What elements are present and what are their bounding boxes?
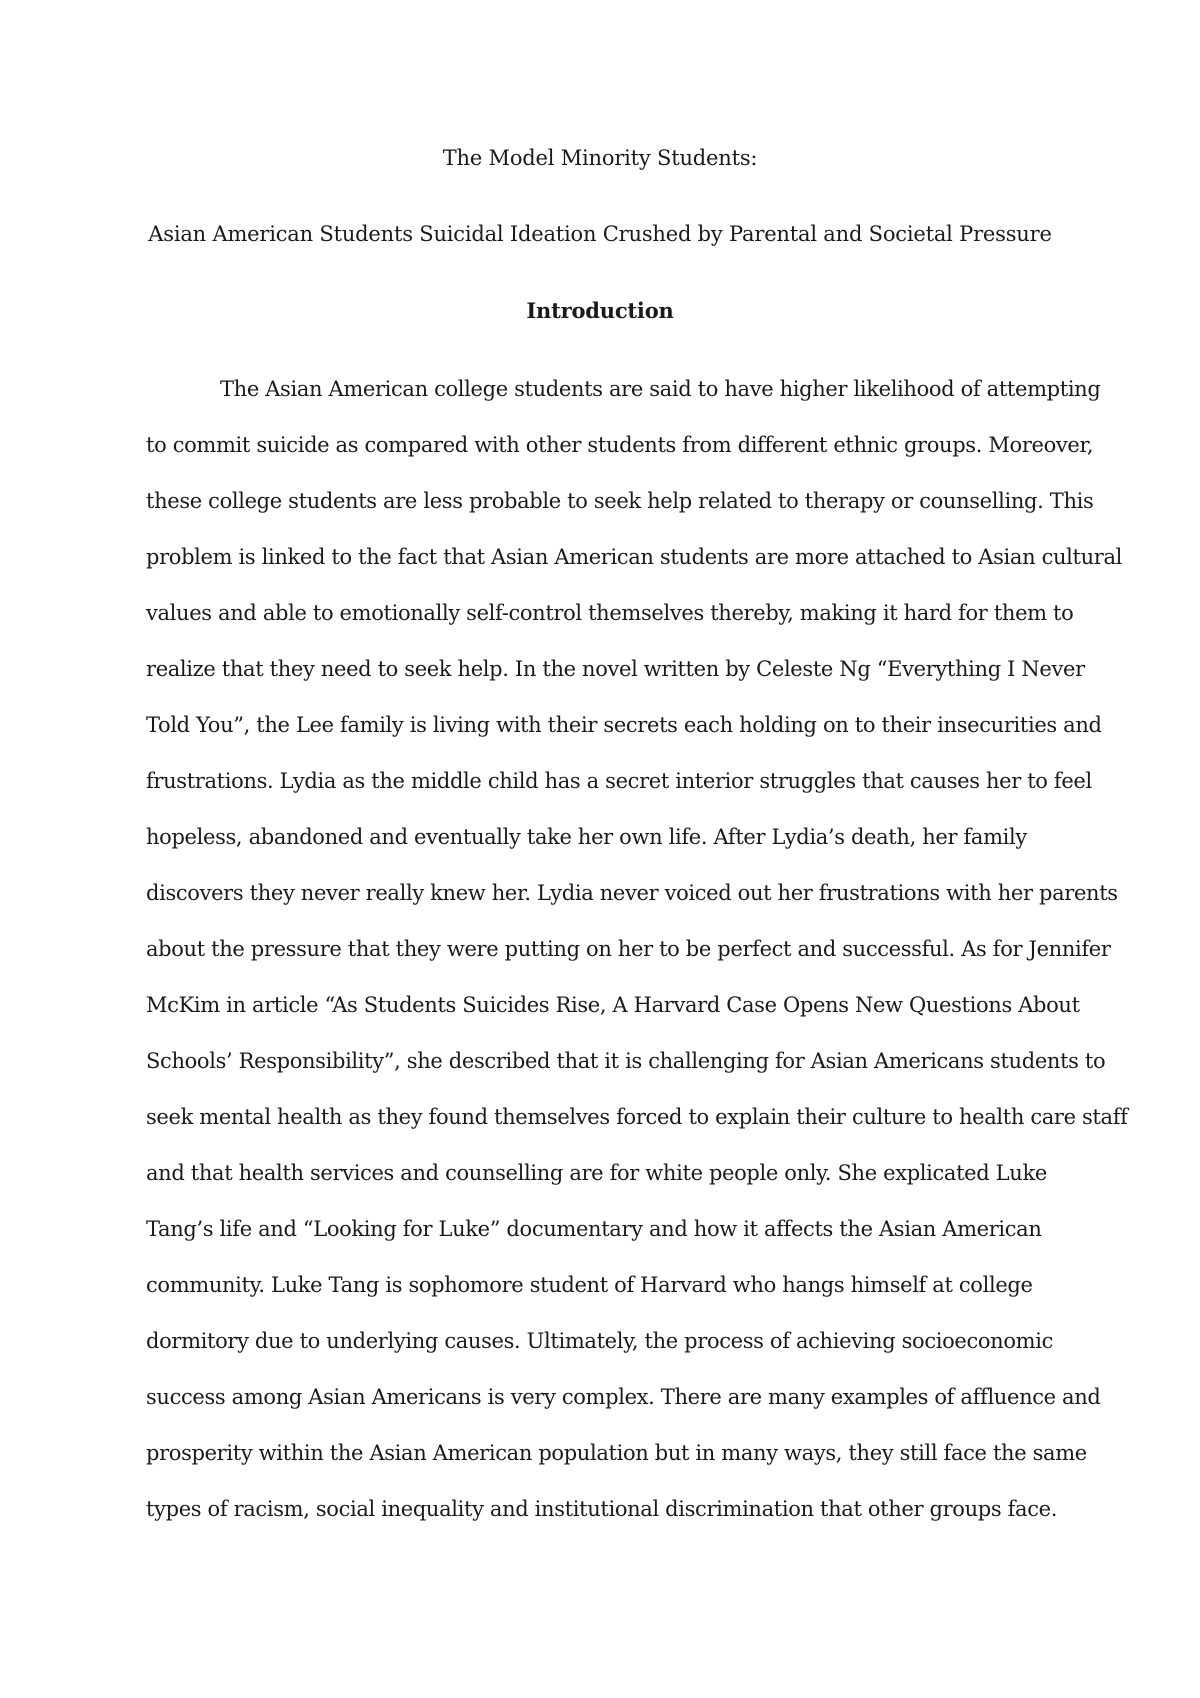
paragraph-line: hopeless, abandoned and eventually take her own life. After Lydia’s death, her family xyxy=(146,825,1027,849)
paragraph-line: realize that they need to seek help. In the novel written by Celeste Ng “Everything I Never xyxy=(146,657,1085,681)
paragraph-line: and that health services and counselling are for white people only. She explicated Luke xyxy=(146,1161,1047,1185)
document-title-line-1: The Model Minority Students: xyxy=(442,146,758,170)
paragraph-line: success among Asian Americans is very complex. There are many examples of affluence and xyxy=(146,1385,1101,1409)
paragraph-line: prosperity within the Asian American population but in many ways, they still face the same xyxy=(146,1441,1087,1465)
paragraph-line: seek mental health as they found themselves forced to explain their culture to health care staff xyxy=(146,1105,1128,1129)
paragraph-line: types of racism, social inequality and institutional discrimination that other groups face. xyxy=(146,1497,1058,1521)
paragraph-line: Schools’ Responsibility”, she described that it is challenging for Asian Americans students to xyxy=(146,1049,1106,1073)
paragraph-line: discovers they never really knew her. Lydia never voiced out her frustrations with her parents xyxy=(146,881,1118,905)
document-title-line-2: Asian American Students Suicidal Ideation Crushed by Parental and Societal Pressure xyxy=(148,222,1052,246)
paragraph-line: problem is linked to the fact that Asian American students are more attached to Asian cultural xyxy=(146,545,1123,569)
paragraph-line: community. Luke Tang is sophomore student of Harvard who hangs himself at college xyxy=(146,1273,1033,1297)
paragraph-line: these college students are less probable to seek help related to therapy or counselling. This xyxy=(146,489,1094,513)
paragraph-line: Tang’s life and “Looking for Luke” documentary and how it affects the Asian American xyxy=(146,1217,1042,1241)
paragraph-line: McKim in article “As Students Suicides Rise, A Harvard Case Opens New Questions About xyxy=(146,993,1080,1017)
paragraph-line: values and able to emotionally self-control themselves thereby, making it hard for them to xyxy=(146,601,1074,625)
paragraph-line: about the pressure that they were putting on her to be perfect and successful. As for Jennifer xyxy=(146,937,1111,961)
paragraph-line: Told You”, the Lee family is living with their secrets each holding on to their insecurities and xyxy=(146,713,1102,737)
section-heading: Introduction xyxy=(526,298,674,323)
paragraph-line: The Asian American college students are said to have higher likelihood of attempting xyxy=(220,377,1101,401)
paragraph-line: dormitory due to underlying causes. Ultimately, the process of achieving socioeconomic xyxy=(146,1329,1053,1353)
paragraph-line: frustrations. Lydia as the middle child has a secret interior struggles that causes her to feel xyxy=(146,769,1092,793)
paragraph-line: to commit suicide as compared with other students from different ethnic groups. Moreover, xyxy=(146,433,1094,457)
